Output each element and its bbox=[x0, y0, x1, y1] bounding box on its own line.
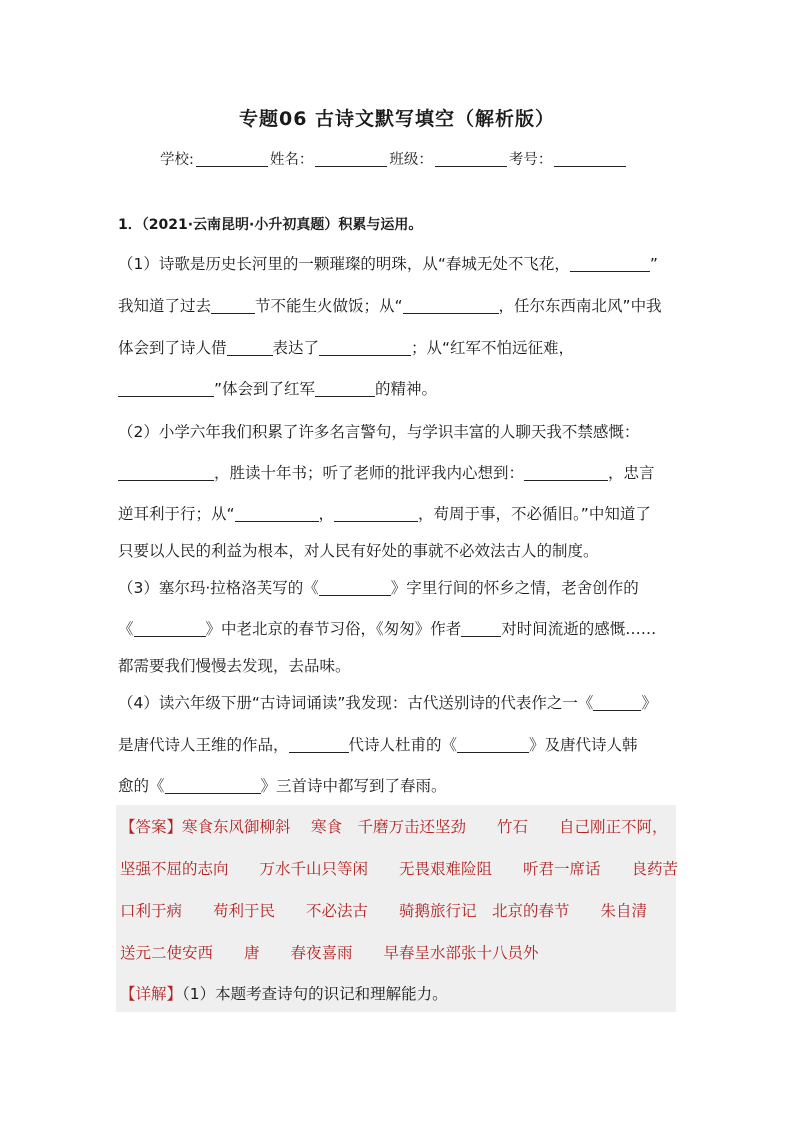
line-text: （3）塞尔玛·拉格洛芙写的《 bbox=[118, 579, 319, 597]
line-text: 》中老北京的春节习俗，《匆匆》作者 bbox=[205, 620, 462, 638]
line-text: ，忠言 bbox=[608, 464, 655, 482]
fill-blank[interactable] bbox=[319, 339, 411, 356]
answer-line bbox=[120, 857, 678, 879]
line-text: 对时间流逝的感慨…… bbox=[501, 620, 657, 638]
exam-no-label: 考号： bbox=[508, 152, 553, 168]
question-line bbox=[118, 774, 447, 796]
fill-blank[interactable] bbox=[134, 620, 206, 637]
fill-blank[interactable] bbox=[165, 777, 261, 794]
line-text: ；从“红军不怕远征难， bbox=[411, 339, 575, 357]
line-text: （1）诗歌是历史长河里的一颗璀璨的明珠，从“春城无处不飞花， bbox=[118, 255, 570, 273]
question-line bbox=[118, 420, 639, 442]
page-title: 专题06 古诗文默写填空（解析版） bbox=[238, 108, 556, 130]
line-text: ”体会到了红军 bbox=[214, 380, 316, 398]
exam-no-blank[interactable] bbox=[554, 151, 626, 167]
name-label: 姓名： bbox=[269, 152, 314, 168]
line-text: ，任尔东西南北风”中我 bbox=[498, 297, 662, 315]
answer-line bbox=[120, 815, 667, 837]
fill-blank[interactable] bbox=[403, 297, 499, 314]
detail-label: 【详解】 bbox=[120, 985, 183, 1003]
line-text: 逆耳利于行；从“ bbox=[118, 505, 235, 523]
fill-blank[interactable] bbox=[457, 736, 529, 753]
answer-line bbox=[120, 899, 647, 921]
line-text: 《 bbox=[118, 620, 134, 638]
school-blank[interactable] bbox=[196, 151, 268, 167]
question-line bbox=[118, 691, 657, 713]
answer-line bbox=[120, 941, 539, 963]
question-title: 1．（2021·云南昆明·小升初真题）积累与运用。 bbox=[118, 217, 423, 233]
line-text: ， bbox=[318, 505, 335, 523]
fill-blank[interactable] bbox=[118, 380, 214, 397]
class-blank[interactable] bbox=[435, 151, 507, 167]
fill-blank[interactable] bbox=[334, 505, 418, 522]
line-text: 是唐代诗人王维的作品， bbox=[118, 736, 289, 754]
answer-text: 口利于病 苟利于民 不必法古 骑鹅旅行记 北京的春节 朱自清 bbox=[120, 902, 648, 920]
line-text: ，胜读十年书；听了老师的批评我内心想到： bbox=[214, 464, 525, 482]
line-text: 》及唐代诗人韩 bbox=[529, 736, 638, 754]
name-blank[interactable] bbox=[315, 151, 387, 167]
fill-blank[interactable] bbox=[570, 255, 650, 272]
class-label: 班级： bbox=[389, 152, 433, 168]
question-line bbox=[118, 336, 574, 358]
question-line bbox=[118, 539, 599, 561]
fill-blank[interactable] bbox=[118, 464, 214, 481]
line-text: 愈的《 bbox=[118, 777, 165, 795]
answer-text: 坚强不屈的志向 万水千山只等闲 无畏艰难险阻 听君一席话 良药苦 bbox=[120, 860, 679, 878]
line-text: 我知道了过去 bbox=[118, 297, 212, 315]
fill-blank[interactable] bbox=[227, 339, 273, 356]
line-text: ” bbox=[649, 255, 658, 273]
question-line bbox=[118, 576, 639, 598]
fill-blank[interactable] bbox=[524, 464, 608, 481]
line-text: 体会到了诗人借 bbox=[118, 339, 227, 357]
line-text: 都需要我们慢慢去发现，去品味。 bbox=[118, 657, 351, 675]
detail-line bbox=[120, 982, 448, 1004]
fill-blank[interactable] bbox=[235, 505, 319, 522]
line-text: 表达了 bbox=[272, 339, 320, 357]
answer-text: 送元二使安西 唐 春夜喜雨 早春呈水部张十八员外 bbox=[120, 944, 539, 962]
question-line bbox=[118, 252, 658, 274]
fill-blank[interactable] bbox=[319, 579, 391, 596]
line-text: （2）小学六年我们积累了许多名言警句，与学识丰富的人聊天我不禁感慨： bbox=[118, 423, 640, 441]
line-text: 代诗人杜甫的《 bbox=[348, 736, 458, 754]
fill-blank[interactable] bbox=[315, 380, 375, 397]
question-line bbox=[118, 461, 655, 483]
question-line bbox=[118, 294, 662, 316]
line-text: 的精神。 bbox=[375, 380, 438, 398]
fill-blank[interactable] bbox=[289, 736, 349, 753]
fill-blank[interactable] bbox=[461, 620, 501, 637]
line-text: 节不能生火做饭；从“ bbox=[255, 297, 403, 315]
line-text: （4）读六年级下册“古诗词诵读”我发现：古代送别诗的代表作之一《 bbox=[118, 694, 594, 712]
fill-blank[interactable] bbox=[211, 297, 255, 314]
line-text: ，苟周于事，不必循旧。”中知道了 bbox=[418, 505, 651, 523]
fill-blank[interactable] bbox=[593, 694, 641, 711]
question-line bbox=[118, 617, 656, 639]
question-line bbox=[118, 733, 638, 755]
line-text: 》字里行间的怀乡之情，老舍创作的 bbox=[390, 579, 639, 597]
detail-text: （1）本题考查诗句的识记和理解能力。 bbox=[182, 985, 448, 1003]
answer-text: 寒食东风御柳斜 寒食 千磨万击还坚劲 竹石 自己刚正不阿， bbox=[182, 818, 668, 836]
answer-label: 【答案】 bbox=[120, 818, 183, 836]
line-text: 只要以人民的利益为根本，对人民有好处的事就不必效法古人的制度。 bbox=[118, 542, 599, 560]
line-text: 》 bbox=[641, 694, 657, 712]
student-info-row bbox=[160, 148, 628, 169]
question-line bbox=[118, 654, 351, 676]
question-line bbox=[118, 502, 651, 524]
line-text: 》三首诗中都写到了春雨。 bbox=[260, 777, 447, 795]
school-label: 学校: bbox=[160, 152, 194, 168]
question-line bbox=[118, 377, 437, 399]
